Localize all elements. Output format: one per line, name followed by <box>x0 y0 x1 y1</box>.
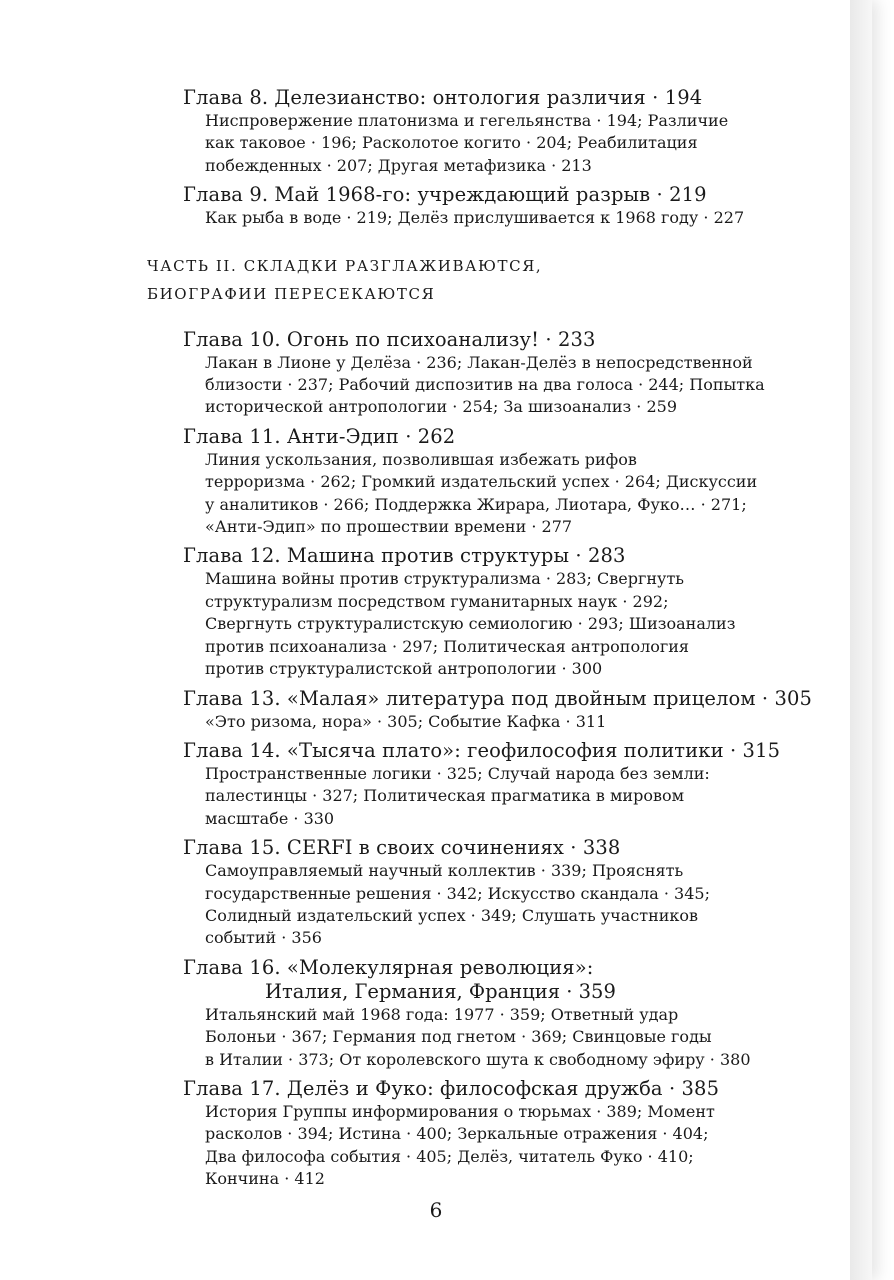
section-line: Кончина · 412 <box>205 1169 325 1189</box>
section-line: Линия ускользания, позволившая избежать рифов <box>205 449 637 469</box>
section-line: событий · 356 <box>205 928 322 948</box>
toc-chapter-16 <box>183 956 872 1071</box>
section-line: Солидный издательский успех · 349; Слушать участников <box>205 905 699 925</box>
page-number: 6 <box>429 1198 443 1222</box>
toc-chapter-15 <box>183 836 872 950</box>
part-heading <box>147 252 872 308</box>
section-line: Лакан в Лионе у Делёза · 236; Лакан-Делёз в непосредственной <box>205 352 753 372</box>
chapter-title: Глава 11. Анти-Эдип · 262 <box>183 424 456 448</box>
toc-chapter-17 <box>183 1077 872 1191</box>
chapter-sections <box>205 860 872 950</box>
chapter-title: Глава 9. Май 1968-го: учреждающий разрыв · 219 <box>183 183 707 207</box>
section-line: структурализм посредством гуманитарных наук · 292; <box>205 591 669 611</box>
section-line: «Это ризома, нора» · 305; Событие Кафка · 311 <box>205 711 607 731</box>
section-line: в Италии · 373; От королевского шута к свободному эфиру · 380 <box>205 1049 751 1069</box>
toc-chapter-10 <box>183 328 872 419</box>
chapter-sections <box>205 1004 872 1071</box>
section-line: Как рыба в воде · 219; Делёз прислушивается к 1968 году · 227 <box>205 208 745 228</box>
toc-chapter-9 <box>183 183 872 229</box>
section-line: государственные решения · 342; Искусство скандала · 345; <box>205 883 710 903</box>
section-line: исторической антропологии · 254; За шизоанализ · 259 <box>205 397 677 417</box>
chapter-title: Глава 16. «Молекулярная революция»: <box>183 955 594 979</box>
toc-chapter-14 <box>183 739 872 830</box>
chapter-sections <box>205 207 872 229</box>
section-line: Ниспровержение платонизма и гегельянства · 194; Различие <box>205 111 729 130</box>
chapter-title: Глава 12. Машина против структуры · 283 <box>183 544 626 568</box>
section-line: против психоанализа · 297; Политическая антропология <box>205 636 690 656</box>
chapter-title: Глава 8. Делезианство: онтология различия · 194 <box>183 86 703 109</box>
toc-chapter-11 <box>183 425 872 539</box>
chapter-sections <box>205 449 872 539</box>
chapter-title-continued: Италия, Германия, Франция · 359 <box>265 979 616 1003</box>
toc-chapter-13 <box>183 687 872 733</box>
chapter-sections <box>205 763 872 830</box>
part-heading-line-2: БИОГРАФИИ ПЕРЕСЕКАЮТСЯ <box>147 284 436 303</box>
table-of-contents <box>0 86 872 1197</box>
section-line: Свергнуть структуралистскую семиологию · 293; Шизоанализ <box>205 614 736 634</box>
toc-chapter-8 <box>183 86 872 177</box>
chapter-sections <box>205 110 872 177</box>
section-line: побежденных · 207; Другая метафизика · 213 <box>205 155 592 175</box>
chapter-sections <box>205 711 872 733</box>
chapter-title: Глава 10. Огонь по психоанализу! · 233 <box>183 327 596 351</box>
section-line: История Группы информирования о тюрьмах · 389; Момент <box>205 1101 715 1121</box>
section-line: против структуралистской антропологии · 300 <box>205 659 603 679</box>
part-heading-line-1: ЧАСТЬ II. СКЛАДКИ РАЗГЛАЖИВАЮТСЯ, <box>147 256 543 275</box>
chapter-title: Глава 17. Делёз и Фуко: философская дружба · 385 <box>183 1076 720 1100</box>
section-line: Итальянский май 1968 года: 1977 · 359; Ответный удар <box>205 1004 679 1024</box>
section-line: масштабе · 330 <box>205 808 335 828</box>
section-line: терроризма · 262; Громкий издательский успех · 264; Дискуссии <box>205 472 758 492</box>
section-line: Машина войны против структурализма · 283; Свергнуть <box>205 569 684 589</box>
chapter-sections <box>205 1101 872 1191</box>
section-line: у аналитиков · 266; Поддержка Жирара, Лиотара, Фуко… · 271; <box>205 494 747 514</box>
section-line: Два философа события · 405; Делёз, читатель Фуко · 410; <box>205 1146 694 1166</box>
chapter-sections <box>205 352 872 419</box>
section-line: палестинцы · 327; Политическая прагматика в мировом <box>205 786 685 806</box>
section-line: Болоньи · 367; Германия под гнетом · 369; Свинцовые годы <box>205 1027 712 1047</box>
chapter-title: Глава 13. «Малая» литература под двойным прицелом · 305 <box>183 686 813 710</box>
section-line: Самоуправляемый научный коллектив · 339; Прояснять <box>205 861 684 881</box>
chapter-sections <box>205 568 872 680</box>
toc-chapter-12 <box>183 544 872 680</box>
chapter-title: Глава 15. CERFI в своих сочинениях · 338 <box>183 836 621 860</box>
section-line: Пространственные логики · 325; Случай народа без земли: <box>205 763 710 783</box>
section-line: «Анти-Эдип» по прошествии времени · 277 <box>205 517 573 537</box>
section-line: как таковое · 196; Расколотое когито · 204; Реабилитация <box>205 133 698 153</box>
chapter-title: Глава 14. «Тысяча плато»: геофилософия политики · 315 <box>183 738 781 762</box>
section-line: расколов · 394; Истина · 400; Зеркальные отражения · 404; <box>205 1124 709 1144</box>
section-line: близости · 237; Рабочий диспозитив на два голоса · 244; Попытка <box>205 375 765 395</box>
